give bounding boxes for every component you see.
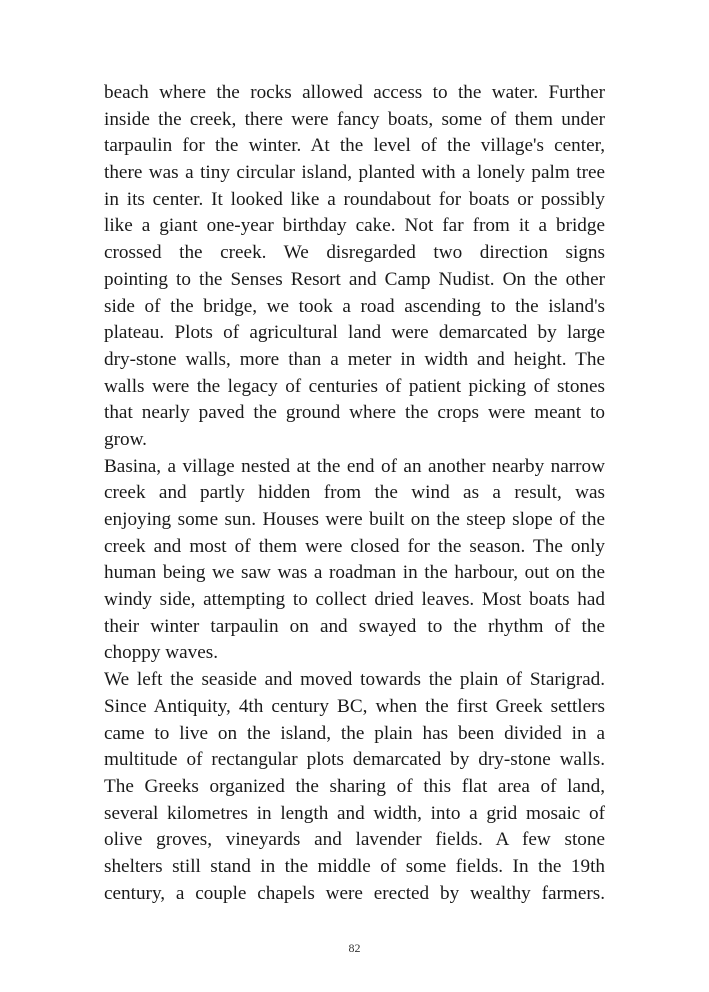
text-line: human being we saw was a roadman in the harbour, out on the — [104, 562, 605, 584]
text-line: inside the creek, there were fancy boats, some of them under — [104, 108, 605, 130]
text-line: like a giant one-year birthday cake. Not far from it a bridge — [104, 215, 605, 237]
text-line: creek and partly hidden from the wind as a result, was — [104, 482, 605, 504]
text-line: crossed the creek. We disregarded two direction signs — [104, 242, 605, 264]
text-line: choppy waves. — [104, 642, 219, 664]
paragraph — [104, 454, 605, 668]
text-line: olive groves, vineyards and lavender fields. A few stone — [104, 829, 605, 851]
text-line: dry-stone walls, more than a meter in width and height. The — [104, 348, 605, 370]
text-line: enjoying some sun. Houses were built on the steep slope of the — [104, 509, 605, 530]
text-line: several kilometres in length and width, into a grid mosaic of — [104, 802, 605, 824]
text-line: their winter tarpaulin on and swayed to the rhythm of the — [104, 615, 605, 637]
text-line: shelters still stand in the middle of some fields. In the 19th — [104, 855, 605, 877]
text-line: windy side, attempting to collect dried leaves. Most boats had — [104, 589, 605, 611]
text-line: century, a couple chapels were erected by wealthy farmers. — [104, 882, 605, 904]
text-line: We left the seaside and moved towards the plain of Starigrad. — [104, 669, 605, 691]
text-line: The Greeks organized the sharing of this flat area of land, — [104, 775, 605, 797]
text-line: multitude of rectangular plots demarcated by dry-stone walls. — [104, 749, 605, 771]
text-line: Basina, a village nested at the end of an another nearby narrow — [104, 455, 605, 477]
text-line: there was a tiny circular island, planted with a lonely palm tree — [104, 162, 605, 184]
page-number: 82 — [348, 941, 361, 955]
paragraph — [104, 667, 605, 907]
text-line: that nearly paved the ground where the crops were meant to — [104, 402, 605, 424]
text-line: walls were the legacy of centuries of patient picking of stones — [104, 375, 605, 397]
text-line: in its center. It looked like a roundabout for boats or possibly — [104, 188, 605, 210]
text-line: creek and most of them were closed for the season. The only — [104, 535, 605, 557]
text-line: Since Antiquity, 4th century BC, when the first Greek settlers — [104, 695, 605, 717]
text-line: pointing to the Senses Resort and Camp Nudist. On the other — [104, 268, 605, 290]
text-line: plateau. Plots of agricultural land were demarcated by large — [104, 322, 605, 344]
text-line: came to live on the island, the plain has been divided in a — [104, 722, 605, 744]
text-line: tarpaulin for the winter. At the level of the village's center, — [104, 135, 605, 157]
text-line: grow. — [104, 428, 147, 450]
text-line: beach where the rocks allowed access to the water. Further — [104, 82, 605, 103]
paragraph — [104, 80, 605, 454]
body-text — [104, 80, 605, 907]
text-line: side of the bridge, we took a road ascending to the island's — [104, 295, 605, 317]
